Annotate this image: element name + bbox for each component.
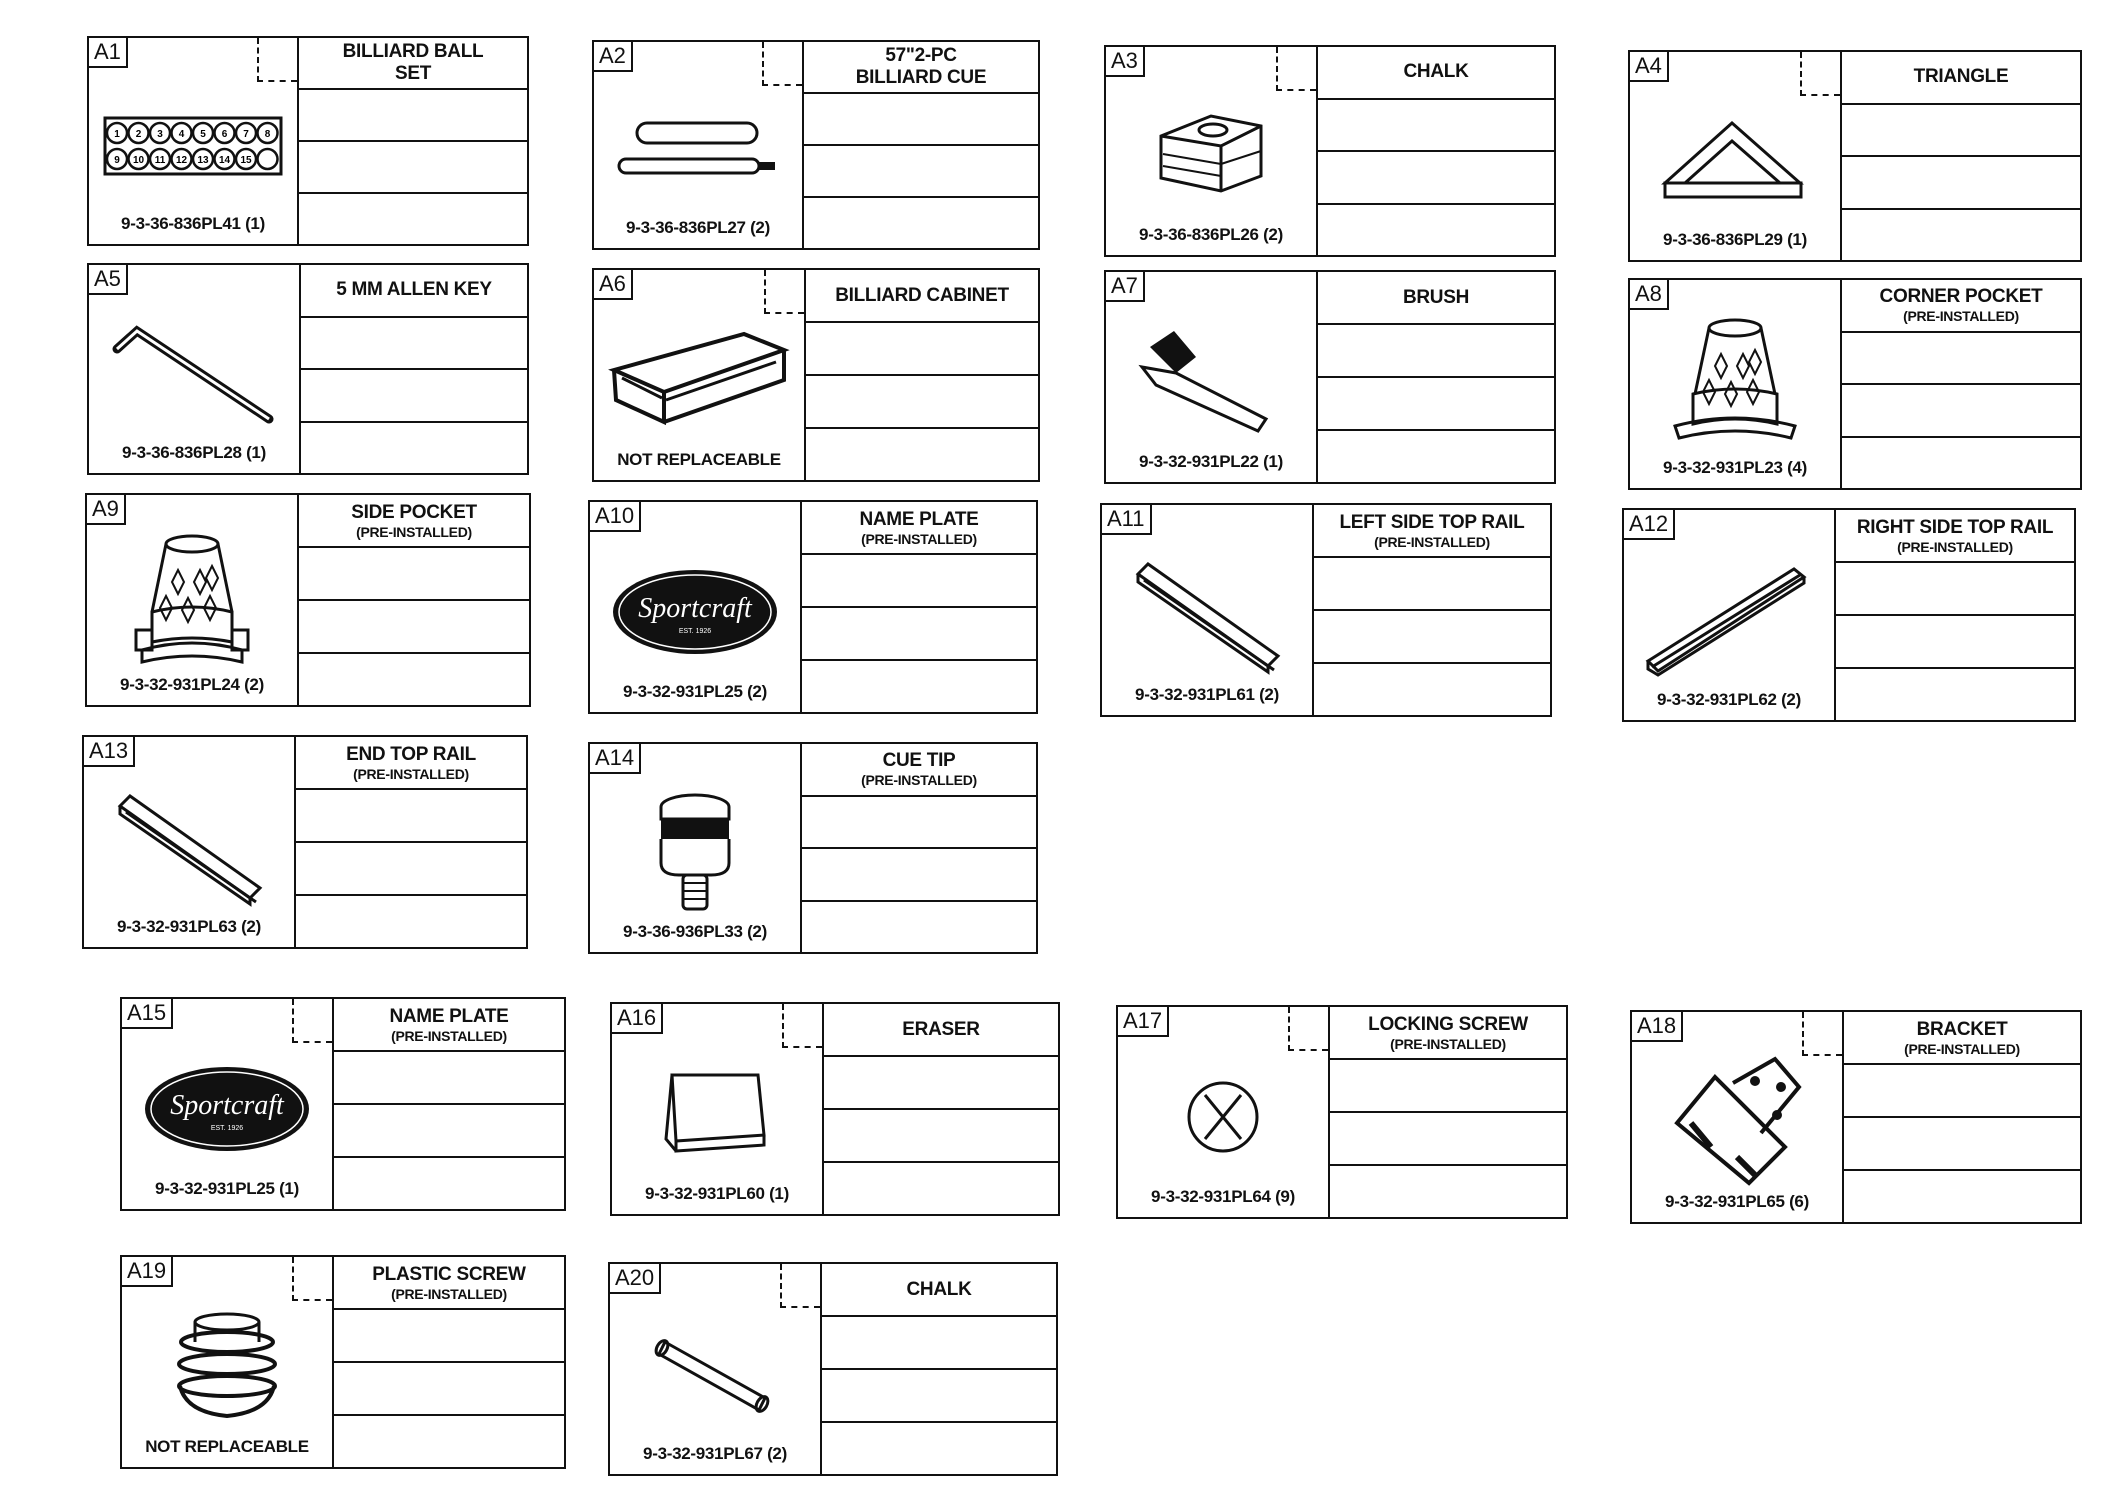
part-info-table bbox=[334, 1257, 564, 1467]
part-id-label: A7 bbox=[1106, 272, 1145, 302]
part-illustration-panel bbox=[594, 270, 806, 480]
part-install-note: (PRE-INSTALLED) bbox=[353, 765, 469, 782]
part-install-note: (PRE-INSTALLED) bbox=[391, 1027, 507, 1044]
part-name-cell bbox=[299, 495, 529, 546]
part-card-a2 bbox=[592, 40, 1040, 250]
blank-row bbox=[299, 140, 527, 192]
part-install-note: (PRE-INSTALLED) bbox=[1903, 308, 2019, 325]
part-illustration-panel bbox=[612, 1004, 824, 1214]
blank-row bbox=[1842, 208, 2080, 261]
part-name: LEFT SIDE TOP RAIL bbox=[1339, 511, 1525, 533]
svg-text:4: 4 bbox=[178, 129, 185, 140]
part-id-label: A14 bbox=[590, 744, 641, 774]
blank-row bbox=[802, 553, 1036, 606]
part-card-a6 bbox=[592, 268, 1040, 482]
blank-row bbox=[296, 841, 526, 894]
part-illustration-panel bbox=[610, 1264, 822, 1474]
dashed-corner-mark bbox=[762, 42, 802, 86]
part-number: 9-3-32-931PL67 (2) bbox=[643, 1444, 787, 1463]
part-id-label: A11 bbox=[1102, 505, 1152, 535]
part-name: BRUSH bbox=[1402, 286, 1470, 308]
part-name-cell bbox=[1330, 1007, 1566, 1058]
part-illustration-panel bbox=[1102, 505, 1314, 715]
part-name-cell bbox=[1844, 1012, 2080, 1063]
part-card-a10 bbox=[588, 500, 1038, 714]
dashed-corner-mark bbox=[1802, 1012, 1842, 1056]
blank-row bbox=[1318, 376, 1554, 429]
chalk-stick-icon bbox=[610, 1314, 820, 1434]
dashed-corner-mark bbox=[292, 1257, 332, 1301]
part-number: 9-3-32-931PL22 (1) bbox=[1139, 452, 1283, 471]
part-name: CORNER POCKET bbox=[1879, 286, 2043, 308]
blank-row bbox=[804, 92, 1038, 144]
part-card-a18 bbox=[1630, 1010, 2082, 1224]
part-info-table bbox=[1318, 272, 1554, 482]
part-name: LOCKING SCREW bbox=[1368, 1013, 1528, 1035]
part-info-table bbox=[301, 265, 527, 473]
part-install-note: (PRE-INSTALLED) bbox=[1390, 1035, 1506, 1052]
part-number: 9-3-36-936PL33 (2) bbox=[623, 922, 767, 941]
part-name-cell bbox=[806, 270, 1038, 321]
part-id-label: A13 bbox=[84, 737, 135, 767]
part-info-table bbox=[822, 1264, 1056, 1474]
part-id-label: A18 bbox=[1632, 1012, 1683, 1042]
blank-row bbox=[334, 1156, 564, 1209]
part-name: CUE TIP bbox=[882, 750, 956, 772]
blank-row bbox=[806, 374, 1038, 427]
svg-text:15: 15 bbox=[240, 155, 252, 166]
part-id-label: A20 bbox=[610, 1264, 661, 1294]
part-id-label: A19 bbox=[122, 1257, 173, 1287]
blank-row bbox=[806, 321, 1038, 374]
part-illustration-panel bbox=[122, 1257, 334, 1467]
part-name-line2: SET bbox=[394, 63, 432, 84]
part-name-cell bbox=[334, 999, 564, 1050]
svg-text:Sportcraft: Sportcraft bbox=[638, 593, 752, 624]
svg-text:EST. 1926: EST. 1926 bbox=[678, 628, 712, 635]
part-info-table bbox=[299, 495, 529, 705]
part-number: 9-3-32-931PL25 (2) bbox=[623, 682, 767, 701]
part-name: SIDE POCKET bbox=[351, 501, 477, 523]
dashed-corner-mark bbox=[257, 38, 297, 82]
dashed-corner-mark bbox=[782, 1004, 822, 1048]
blank-row bbox=[1330, 1058, 1566, 1111]
part-number: 9-3-32-931PL64 (9) bbox=[1151, 1187, 1295, 1206]
part-install-note: (PRE-INSTALLED) bbox=[391, 1285, 507, 1302]
svg-text:5: 5 bbox=[200, 129, 206, 140]
blank-row bbox=[1330, 1164, 1566, 1217]
blank-row bbox=[299, 192, 527, 244]
part-illustration-panel bbox=[87, 495, 299, 705]
bracket-icon bbox=[1632, 1062, 1842, 1182]
part-card-a19 bbox=[120, 1255, 566, 1469]
blank-row bbox=[1836, 667, 2074, 720]
part-info-table bbox=[1318, 47, 1554, 255]
blank-row bbox=[1842, 155, 2080, 208]
part-id-label: A2 bbox=[594, 42, 633, 72]
part-number: 9-3-32-931PL65 (6) bbox=[1665, 1192, 1809, 1211]
blank-row bbox=[1318, 203, 1554, 256]
side-pocket-icon bbox=[87, 545, 297, 665]
plastic-screw-icon bbox=[122, 1307, 332, 1427]
eraser-icon bbox=[612, 1054, 822, 1174]
dashed-corner-mark bbox=[1800, 52, 1840, 96]
blank-row bbox=[1842, 436, 2080, 489]
sportcraft-logo-icon bbox=[122, 1049, 332, 1169]
part-id-label: A1 bbox=[89, 38, 128, 68]
part-illustration-panel bbox=[1632, 1012, 1844, 1222]
blank-row bbox=[301, 368, 527, 421]
cue-tip-icon bbox=[590, 794, 800, 912]
part-id-label: A17 bbox=[1118, 1007, 1169, 1037]
part-name-cell bbox=[296, 737, 526, 788]
svg-text:3: 3 bbox=[157, 129, 163, 140]
part-info-table bbox=[1836, 510, 2074, 720]
part-illustration-panel bbox=[1630, 52, 1842, 260]
part-illustration-panel bbox=[122, 999, 334, 1209]
svg-text:12: 12 bbox=[175, 155, 188, 166]
part-card-a13 bbox=[82, 735, 528, 949]
part-name-cell bbox=[1842, 52, 2080, 103]
part-illustration-panel bbox=[594, 42, 804, 248]
part-card-a11 bbox=[1100, 503, 1552, 717]
part-name: NAME PLATE bbox=[859, 508, 979, 530]
blank-row bbox=[334, 1103, 564, 1156]
part-name-cell bbox=[301, 265, 527, 316]
part-name-cell bbox=[824, 1004, 1058, 1055]
blank-row bbox=[296, 788, 526, 841]
part-card-a5 bbox=[87, 263, 529, 475]
blank-row bbox=[824, 1055, 1058, 1108]
svg-text:11: 11 bbox=[154, 155, 166, 166]
part-card-a1 bbox=[87, 36, 529, 246]
blank-row bbox=[822, 1315, 1056, 1368]
part-name-cell bbox=[802, 744, 1036, 795]
cue-sticks-icon bbox=[594, 92, 802, 208]
blank-row bbox=[1330, 1111, 1566, 1164]
svg-text:6: 6 bbox=[221, 129, 228, 140]
svg-text:Sportcraft: Sportcraft bbox=[170, 1090, 284, 1121]
screw-head-icon bbox=[1118, 1057, 1328, 1177]
part-illustration-panel bbox=[1624, 510, 1836, 720]
blank-row bbox=[804, 196, 1038, 248]
part-number: 9-3-32-931PL25 (1) bbox=[155, 1179, 299, 1198]
part-name: 57"2-PC bbox=[885, 45, 957, 66]
dashed-corner-mark bbox=[292, 999, 332, 1043]
part-card-a17 bbox=[1116, 1005, 1568, 1219]
part-number: NOT REPLACEABLE bbox=[145, 1437, 309, 1456]
part-card-a20 bbox=[608, 1262, 1058, 1476]
part-info-table bbox=[1842, 52, 2080, 260]
blank-row bbox=[299, 652, 529, 705]
part-number: 9-3-36-836PL41 (1) bbox=[121, 214, 265, 233]
part-info-table bbox=[824, 1004, 1058, 1214]
part-card-a14 bbox=[588, 742, 1038, 954]
sportcraft-logo-icon bbox=[590, 552, 800, 672]
part-number: 9-3-36-836PL27 (2) bbox=[626, 218, 770, 237]
blank-row bbox=[822, 1368, 1056, 1421]
part-info-table bbox=[802, 502, 1036, 712]
part-info-table bbox=[334, 999, 564, 1209]
part-illustration-panel bbox=[89, 38, 299, 244]
part-number: 9-3-32-931PL60 (1) bbox=[645, 1184, 789, 1203]
part-name-cell bbox=[802, 502, 1036, 553]
part-id-label: A6 bbox=[594, 270, 633, 300]
part-name: 5 MM ALLEN KEY bbox=[336, 279, 492, 301]
svg-text:EST. 1926: EST. 1926 bbox=[210, 1125, 244, 1132]
blank-row bbox=[1318, 429, 1554, 482]
part-name-cell bbox=[1314, 505, 1550, 556]
svg-text:13: 13 bbox=[197, 155, 209, 166]
part-name-cell bbox=[299, 38, 527, 88]
part-card-a16 bbox=[610, 1002, 1060, 1216]
triangle-rack-icon bbox=[1630, 102, 1840, 220]
part-number: 9-3-32-931PL24 (2) bbox=[120, 675, 264, 694]
blank-row bbox=[299, 599, 529, 652]
chalk-box-icon bbox=[1106, 97, 1316, 215]
blank-row bbox=[1318, 98, 1554, 151]
blank-row bbox=[1314, 662, 1550, 715]
part-info-table bbox=[299, 38, 527, 244]
blank-row bbox=[1314, 556, 1550, 609]
blank-row bbox=[1842, 383, 2080, 436]
blank-row bbox=[334, 1414, 564, 1467]
part-illustration-panel bbox=[1630, 280, 1842, 488]
part-info-table bbox=[1842, 280, 2080, 488]
part-name: PLASTIC SCREW bbox=[372, 1263, 526, 1285]
part-name: NAME PLATE bbox=[389, 1005, 509, 1027]
part-name-cell bbox=[1836, 510, 2074, 561]
part-id-label: A8 bbox=[1630, 280, 1669, 310]
part-number: NOT REPLACEABLE bbox=[617, 450, 781, 469]
part-info-table bbox=[802, 744, 1036, 952]
part-name-cell bbox=[1318, 47, 1554, 98]
part-card-a4 bbox=[1628, 50, 2082, 262]
part-card-a12 bbox=[1622, 508, 2076, 722]
part-illustration-panel bbox=[1106, 47, 1318, 255]
blank-row bbox=[334, 1361, 564, 1414]
part-info-table bbox=[1314, 505, 1550, 715]
part-id-label: A12 bbox=[1624, 510, 1675, 540]
part-name: BILLIARD BALL bbox=[342, 41, 484, 62]
part-number: 9-3-32-931PL63 (2) bbox=[117, 917, 261, 936]
part-card-a8 bbox=[1628, 278, 2082, 490]
part-id-label: A5 bbox=[89, 265, 128, 295]
part-number: 9-3-36-836PL29 (1) bbox=[1663, 230, 1807, 249]
part-id-label: A10 bbox=[590, 502, 641, 532]
part-id-label: A15 bbox=[122, 999, 173, 1029]
part-info-table bbox=[804, 42, 1038, 248]
part-card-a3 bbox=[1104, 45, 1556, 257]
blank-row bbox=[824, 1108, 1058, 1161]
part-install-note: (PRE-INSTALLED) bbox=[1904, 1040, 2020, 1057]
blank-row bbox=[824, 1161, 1058, 1214]
allen-key-icon bbox=[89, 315, 299, 433]
part-number: 9-3-32-931PL23 (4) bbox=[1663, 458, 1807, 477]
part-name-cell bbox=[1842, 280, 2080, 331]
blank-row bbox=[802, 795, 1036, 848]
blank-row bbox=[1842, 331, 2080, 384]
part-info-table bbox=[1844, 1012, 2080, 1222]
blank-row bbox=[802, 847, 1036, 900]
dashed-corner-mark bbox=[780, 1264, 820, 1308]
part-name: RIGHT SIDE TOP RAIL bbox=[1856, 516, 2054, 538]
blank-row bbox=[334, 1050, 564, 1103]
dashed-corner-mark bbox=[764, 270, 804, 314]
blank-row bbox=[822, 1421, 1056, 1474]
svg-text:7: 7 bbox=[243, 129, 249, 140]
svg-text:10: 10 bbox=[132, 155, 145, 166]
part-install-note: (PRE-INSTALLED) bbox=[1374, 533, 1490, 550]
dashed-corner-mark bbox=[1276, 47, 1316, 91]
billiard-balls-icon bbox=[89, 88, 297, 204]
part-card-a7 bbox=[1104, 270, 1556, 484]
cabinet-icon bbox=[594, 320, 804, 440]
blank-row bbox=[802, 606, 1036, 659]
blank-row bbox=[334, 1308, 564, 1361]
blank-row bbox=[296, 894, 526, 947]
svg-text:9: 9 bbox=[114, 155, 120, 166]
blank-row bbox=[301, 421, 527, 474]
blank-row bbox=[1318, 150, 1554, 203]
part-illustration-panel bbox=[1118, 1007, 1330, 1217]
part-number: 9-3-36-836PL28 (1) bbox=[122, 443, 266, 462]
blank-row bbox=[1844, 1169, 2080, 1222]
part-card-a15 bbox=[120, 997, 566, 1211]
part-number: 9-3-32-931PL61 (2) bbox=[1135, 685, 1279, 704]
rail-icon bbox=[84, 787, 294, 907]
part-name: TRIANGLE bbox=[1913, 66, 2009, 88]
blank-row bbox=[1842, 103, 2080, 156]
blank-row bbox=[1314, 609, 1550, 662]
part-id-label: A16 bbox=[612, 1004, 663, 1034]
rail-icon bbox=[1102, 555, 1312, 675]
part-install-note: (PRE-INSTALLED) bbox=[356, 523, 472, 540]
part-number: 9-3-36-836PL26 (2) bbox=[1139, 225, 1283, 244]
part-name: CHALK bbox=[1403, 61, 1469, 83]
svg-text:2: 2 bbox=[135, 129, 142, 140]
part-card-a9 bbox=[85, 493, 531, 707]
corner-pocket-icon bbox=[1630, 330, 1840, 448]
part-id-label: A4 bbox=[1630, 52, 1669, 82]
svg-text:14: 14 bbox=[218, 155, 231, 166]
brush-icon bbox=[1106, 322, 1316, 442]
blank-row bbox=[1844, 1063, 2080, 1116]
part-illustration-panel bbox=[89, 265, 301, 473]
part-name: BRACKET bbox=[1916, 1018, 2008, 1040]
part-install-note: (PRE-INSTALLED) bbox=[861, 530, 977, 547]
part-illustration-panel bbox=[590, 502, 802, 712]
blank-row bbox=[802, 900, 1036, 953]
part-number: 9-3-32-931PL62 (2) bbox=[1657, 690, 1801, 709]
part-info-table bbox=[296, 737, 526, 947]
blank-row bbox=[802, 659, 1036, 712]
blank-row bbox=[301, 316, 527, 369]
part-id-label: A9 bbox=[87, 495, 126, 525]
blank-row bbox=[1836, 561, 2074, 614]
part-info-table bbox=[806, 270, 1038, 480]
part-name: CHALK bbox=[906, 1278, 972, 1300]
part-name: END TOP RAIL bbox=[346, 743, 476, 765]
blank-row bbox=[1844, 1116, 2080, 1169]
part-illustration-panel bbox=[1106, 272, 1318, 482]
part-name-line2: BILLIARD CUE bbox=[855, 67, 987, 88]
svg-text:1: 1 bbox=[114, 129, 120, 140]
part-id-label: A3 bbox=[1106, 47, 1145, 77]
part-name-cell bbox=[1318, 272, 1554, 323]
part-name-cell bbox=[334, 1257, 564, 1308]
part-name-cell bbox=[804, 42, 1038, 92]
part-name: BILLIARD CABINET bbox=[835, 284, 1009, 306]
part-illustration-panel bbox=[84, 737, 296, 947]
part-name-cell bbox=[822, 1264, 1056, 1315]
part-install-note: (PRE-INSTALLED) bbox=[861, 772, 977, 789]
blank-row bbox=[804, 144, 1038, 196]
rail-icon bbox=[1624, 560, 1834, 680]
svg-text:8: 8 bbox=[264, 129, 271, 140]
blank-row bbox=[1318, 323, 1554, 376]
part-name: ERASER bbox=[902, 1018, 980, 1040]
blank-row bbox=[806, 427, 1038, 480]
blank-row bbox=[299, 88, 527, 140]
part-install-note: (PRE-INSTALLED) bbox=[1897, 538, 2013, 555]
part-info-table bbox=[1330, 1007, 1566, 1217]
blank-row bbox=[1836, 614, 2074, 667]
dashed-corner-mark bbox=[1288, 1007, 1328, 1051]
part-illustration-panel bbox=[590, 744, 802, 952]
blank-row bbox=[299, 546, 529, 599]
